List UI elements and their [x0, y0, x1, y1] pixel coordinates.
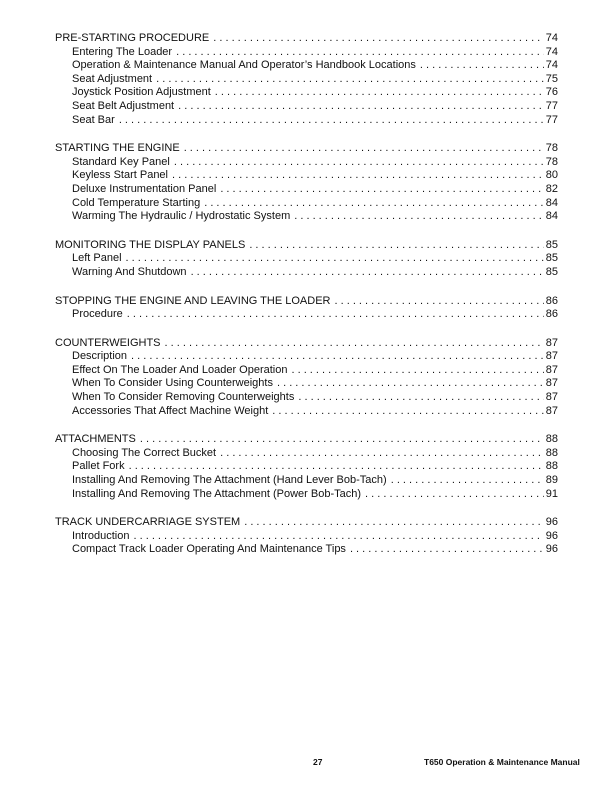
- toc-page-number: 85: [545, 252, 558, 265]
- dot-leader: [391, 474, 544, 488]
- toc-section-heading[interactable]: [55, 32, 558, 46]
- toc-section-track-undercarriage: [55, 516, 558, 557]
- toc-page-number: 74: [545, 59, 558, 72]
- toc-heading-title: TRACK UNDERCARRIAGE SYSTEM: [55, 516, 241, 529]
- toc-entry[interactable]: [55, 73, 558, 87]
- dot-leader: [294, 210, 544, 224]
- toc-entry[interactable]: [55, 405, 558, 419]
- toc-page-number: 87: [545, 336, 558, 349]
- toc-page-number: 89: [545, 474, 558, 487]
- dot-leader: [244, 516, 544, 530]
- toc-entry[interactable]: [55, 169, 558, 183]
- toc-page-number: 75: [545, 72, 558, 85]
- toc-section-starting-engine: [55, 142, 558, 224]
- toc-entry[interactable]: [55, 543, 558, 557]
- dot-leader: [176, 46, 544, 60]
- toc-page-number: 88: [545, 446, 558, 459]
- toc-entry[interactable]: [55, 86, 558, 100]
- toc-entry[interactable]: [55, 156, 558, 170]
- dot-leader: [420, 59, 544, 73]
- dot-leader: [220, 447, 544, 461]
- dot-leader: [165, 337, 544, 351]
- toc-section-heading[interactable]: [55, 142, 558, 156]
- toc-page-number: 77: [545, 99, 558, 112]
- toc-section-heading[interactable]: [55, 295, 558, 309]
- toc-entry[interactable]: [55, 391, 558, 405]
- toc-heading-title: PRE-STARTING PROCEDURE: [55, 32, 210, 44]
- dot-leader: [277, 377, 544, 391]
- toc-heading-title: STARTING THE ENGINE: [55, 142, 180, 155]
- dot-leader: [174, 156, 544, 170]
- toc-entry-title: Choosing The Correct Bucket: [72, 446, 217, 459]
- toc-page-number: 96: [545, 529, 558, 542]
- toc-section-heading[interactable]: [55, 433, 558, 447]
- dot-leader: [127, 308, 544, 322]
- toc-entry-title: Pallet Fork: [72, 460, 125, 473]
- toc-entry-title: Effect On The Loader And Loader Operation: [72, 363, 288, 376]
- toc-page-number: 85: [545, 238, 558, 251]
- dot-leader: [131, 350, 544, 364]
- toc-page-number: 86: [545, 308, 558, 321]
- toc-entry[interactable]: [55, 308, 558, 322]
- toc-entry-title: Warning And Shutdown: [72, 265, 187, 278]
- toc-entry[interactable]: [55, 460, 558, 474]
- toc-entry[interactable]: [55, 530, 558, 544]
- toc-page-number: 76: [545, 86, 558, 99]
- toc-heading-title: STOPPING THE ENGINE AND LEAVING THE LOADER: [55, 294, 331, 307]
- toc-page-number: 91: [545, 487, 558, 500]
- toc-section-stopping: [55, 295, 558, 322]
- toc-section-heading[interactable]: [55, 239, 558, 253]
- toc-entry-title: Installing And Removing The Attachment (Hand Lever Bob-Tach): [72, 474, 387, 487]
- toc-entry-title: Operation & Maintenance Manual And Operator’s Handbook Locations: [72, 59, 416, 72]
- dot-leader: [184, 142, 544, 156]
- toc-entry-title: Deluxe Instrumentation Panel: [72, 182, 217, 195]
- toc-entry[interactable]: [55, 488, 558, 502]
- dot-leader: [178, 100, 544, 114]
- dot-leader: [119, 114, 544, 128]
- dot-leader: [298, 391, 543, 405]
- dot-leader: [191, 266, 544, 280]
- toc-entry-title: Seat Adjustment: [72, 72, 153, 85]
- toc-entry[interactable]: [55, 183, 558, 197]
- toc-entry[interactable]: [55, 59, 558, 73]
- toc-page-number: 85: [545, 265, 558, 278]
- toc-entry[interactable]: [55, 252, 558, 266]
- toc-page-number: 78: [545, 155, 558, 168]
- toc-section-heading[interactable]: [55, 516, 558, 530]
- dot-leader: [365, 488, 544, 502]
- toc-heading-title: ATTACHMENTS: [55, 433, 136, 446]
- toc-entry-title: Introduction: [72, 529, 130, 542]
- toc-entry[interactable]: [55, 447, 558, 461]
- toc-entry-title: Accessories That Affect Machine Weight: [72, 404, 269, 417]
- dot-leader: [133, 530, 543, 544]
- dot-leader: [291, 364, 543, 378]
- toc-entry[interactable]: [55, 197, 558, 211]
- dot-leader: [213, 32, 544, 46]
- toc-page-number: 87: [545, 350, 558, 363]
- toc-entry-title: Standard Key Panel: [72, 155, 170, 168]
- dot-leader: [272, 405, 543, 419]
- toc-page-number: 87: [545, 391, 558, 404]
- toc-page-number: 74: [545, 32, 558, 44]
- toc-section-heading[interactable]: [55, 337, 558, 351]
- toc-entry-title: Description: [72, 350, 128, 363]
- toc-page-number: 84: [545, 196, 558, 209]
- toc-page-number: 96: [545, 516, 558, 529]
- toc-section-attachments: [55, 433, 558, 501]
- toc-entry-title: Seat Bar: [72, 113, 115, 126]
- toc-entry[interactable]: [55, 377, 558, 391]
- toc-entry-title: When To Consider Using Counterweights: [72, 377, 273, 390]
- manual-title: T650 Operation & Maintenance Manual: [424, 757, 580, 767]
- toc-entry-title: Joystick Position Adjustment: [72, 86, 211, 99]
- toc-section-pre-starting: [55, 32, 558, 127]
- toc-entry[interactable]: [55, 46, 558, 60]
- toc-entry[interactable]: [55, 474, 558, 488]
- toc-entry[interactable]: [55, 100, 558, 114]
- toc-page-number: 77: [545, 113, 558, 126]
- toc-entry[interactable]: [55, 266, 558, 280]
- toc-page-number: 80: [545, 169, 558, 182]
- toc-entry[interactable]: [55, 114, 558, 128]
- dot-leader: [334, 295, 543, 309]
- toc-entry-title: Compact Track Loader Operating And Maintenance Tips: [72, 543, 346, 556]
- toc-section-monitoring: [55, 239, 558, 280]
- dot-leader: [172, 169, 544, 183]
- dot-leader: [156, 73, 544, 87]
- toc-heading-title: COUNTERWEIGHTS: [55, 336, 161, 349]
- toc-page-number: 78: [545, 142, 558, 155]
- toc-entry[interactable]: [55, 210, 558, 224]
- toc-entry-title: Left Panel: [72, 252, 122, 265]
- toc-page-number: 96: [545, 543, 558, 556]
- toc-page-number: 88: [545, 460, 558, 473]
- toc-entry-title: Warming The Hydraulic / Hydrostatic System: [72, 210, 291, 223]
- toc-page-number: 87: [545, 377, 558, 390]
- toc-entry-title: Procedure: [72, 308, 123, 321]
- dot-leader: [129, 460, 544, 474]
- dot-leader: [204, 197, 544, 211]
- toc-entry-title: When To Consider Removing Counterweights: [72, 391, 295, 404]
- toc-entry-title: Entering The Loader: [72, 45, 173, 58]
- toc-entry-title: Keyless Start Panel: [72, 169, 168, 182]
- toc-entry-title: Cold Temperature Starting: [72, 196, 201, 209]
- toc-page-number: 74: [545, 45, 558, 58]
- dot-leader: [249, 239, 543, 253]
- toc-page-number: 88: [545, 433, 558, 446]
- dot-leader: [126, 252, 544, 266]
- toc-section-counterweights: [55, 337, 558, 419]
- toc-heading-title: MONITORING THE DISPLAY PANELS: [55, 238, 246, 251]
- dot-leader: [220, 183, 543, 197]
- toc-page-number: 86: [545, 294, 558, 307]
- dot-leader: [140, 433, 544, 447]
- toc-entry[interactable]: [55, 350, 558, 364]
- table-of-contents: [55, 32, 558, 572]
- toc-entry-title: Seat Belt Adjustment: [72, 99, 175, 112]
- toc-entry[interactable]: [55, 364, 558, 378]
- toc-page-number: 84: [545, 210, 558, 223]
- toc-page-number: 87: [545, 363, 558, 376]
- page-number: 27: [313, 757, 323, 767]
- dot-leader: [350, 543, 544, 557]
- toc-page-number: 82: [545, 182, 558, 195]
- toc-page-number: 87: [545, 404, 558, 417]
- toc-entry-title: Installing And Removing The Attachment (Power Bob-Tach): [72, 487, 362, 500]
- dot-leader: [215, 86, 544, 100]
